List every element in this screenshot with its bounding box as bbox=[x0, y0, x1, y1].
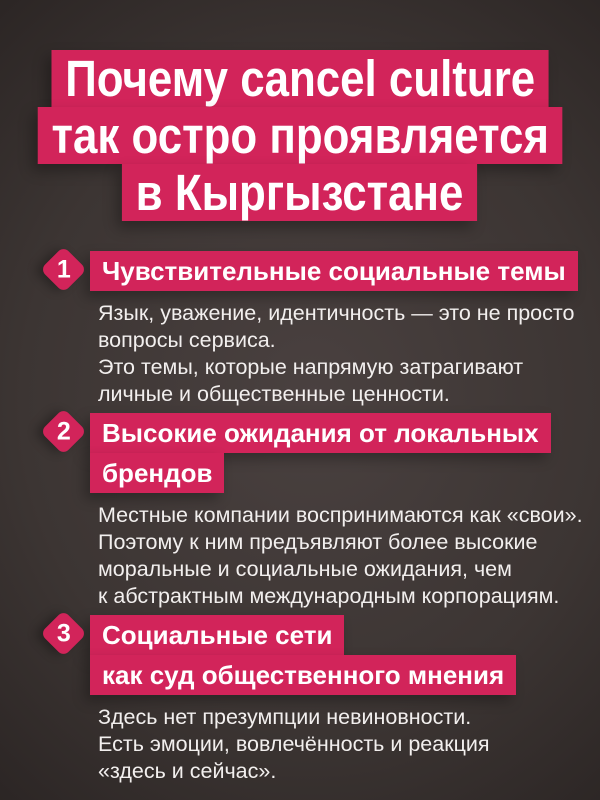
title-line-1: Почему cancel culture bbox=[51, 50, 548, 107]
body-line: Поэтому к ним предъявляют более высокие bbox=[98, 530, 538, 554]
title-line-3: в Кыргызстане bbox=[122, 164, 477, 221]
body-line: Есть эмоции, вовлечённость и реакция bbox=[98, 732, 490, 756]
section-2-heading-line-1: Высокие ожидания от локальных bbox=[90, 413, 551, 453]
section-2-badge-column bbox=[36, 413, 90, 448]
section-2-body bbox=[90, 502, 583, 610]
body-line: Местные компании воспринимаются как «свои». bbox=[98, 503, 583, 527]
section-3-heading-line-2: как суд общественного мнения bbox=[90, 655, 516, 695]
title-row-2 bbox=[0, 107, 600, 164]
section-1-content bbox=[90, 251, 580, 408]
section-3-number: 3 bbox=[56, 619, 70, 647]
title-line-2: так остро проявляется bbox=[37, 107, 562, 164]
section-2-content bbox=[90, 413, 583, 610]
section-2-heading-line-2: брендов bbox=[90, 453, 224, 493]
body-line: моральные и социальные ожидания, чем bbox=[98, 557, 512, 581]
body-line: к абстрактным международным корпорациям. bbox=[98, 584, 560, 608]
body-line: «здесь и сейчас». bbox=[98, 759, 277, 783]
section-2-diamond-badge bbox=[40, 408, 87, 455]
section-sensitive-topics bbox=[0, 251, 600, 408]
section-1-heading bbox=[90, 251, 580, 291]
section-1-number: 1 bbox=[56, 255, 70, 283]
section-3-badge-column bbox=[36, 615, 90, 650]
section-3-body bbox=[90, 704, 580, 785]
section-3-content bbox=[90, 615, 580, 785]
page-title bbox=[0, 0, 600, 221]
section-3-heading-line-1: Социальные сети bbox=[90, 615, 344, 655]
body-line: Здесь нет презумпции невиновности. bbox=[98, 705, 472, 729]
section-social-media-court bbox=[0, 615, 600, 785]
body-line: Это темы, которые напрямую затрагивают bbox=[98, 355, 524, 379]
section-3-heading bbox=[90, 615, 580, 695]
section-2-heading bbox=[90, 413, 580, 493]
body-line: вопросы сервиса. bbox=[98, 328, 276, 352]
section-local-brand-expectations bbox=[0, 413, 600, 610]
section-1-diamond-badge bbox=[40, 246, 87, 293]
section-1-body bbox=[90, 300, 580, 408]
section-3-diamond-badge bbox=[40, 610, 87, 657]
body-line: Язык, уважение, идентичность — это не просто bbox=[98, 301, 575, 325]
section-1-badge-column bbox=[36, 251, 90, 286]
title-row-3 bbox=[0, 164, 600, 221]
body-line: личные и общественные ценности. bbox=[98, 382, 450, 406]
section-1-heading-line-1: Чувствительные социальные темы bbox=[90, 251, 578, 291]
title-row-1 bbox=[0, 50, 600, 107]
section-2-number: 2 bbox=[56, 417, 70, 445]
